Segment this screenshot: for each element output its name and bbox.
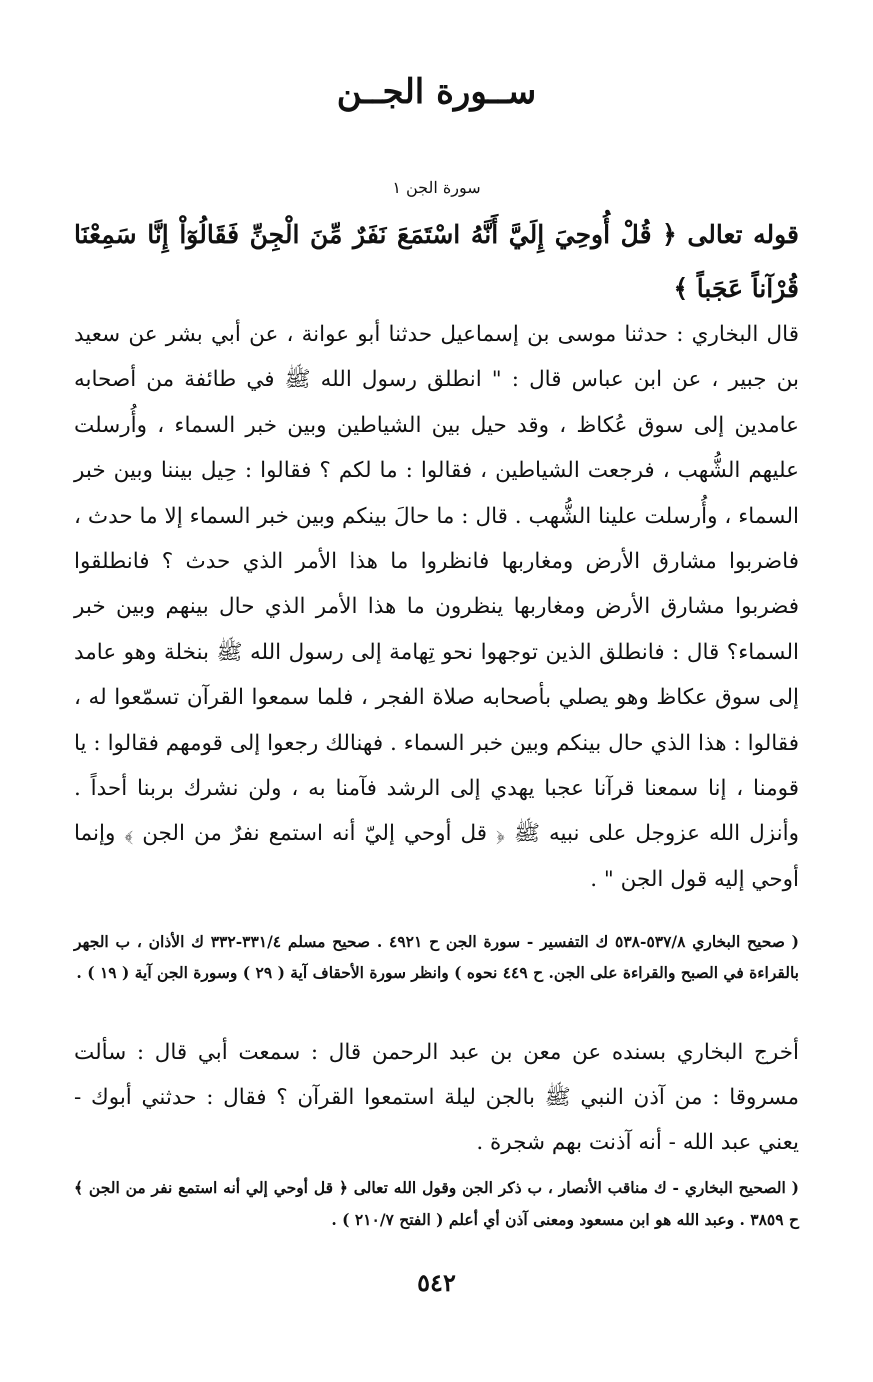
- hadith-paragraph-2: أخرج البخاري بسنده عن معن بن عبد الرحمن قال : سمعت أبي قال : سألت مسروقا : من آذن النبي ﷺ بالجن ليلة استمعوا القرآن ؟ فقال : حدثني أبوك - يعني عبد الله - أنه آذنت بهم شجرة .: [74, 1040, 799, 1155]
- hadith-paragraph-1: قال البخاري : حدثنا موسى بن إسماعيل حدثنا أبو عوانة ، عن أبي بشر عن سعيد بن جبير ، عن ابن عباس قال : " انطلق رسول الله ﷺ في طائفة من أصحابه عامدين إلى سوق عُكاظ ، وقد حيل بين الشياطين وبين خبر السماء ، وأُرسلت عليهم الشُّهب ، فرجعت الشياطين ، فقالوا : ما لكم ؟ فقالوا : حِيل بيننا وبين خبر السماء ، وأُرسلت علينا الشُّهب . قال : ما حالَ بينكم وبين خبر السماء إلا ما حدث ، فاضربوا مشارق الأرض ومغاربها فانظروا ما هذا الأمر الذي حدث ؟ فانطلقوا فضربوا مشارق الأرض ومغاربها ينظرون ما هذا الأمر الذي حال بينهم وبين خبر السماء؟ قال : فانطلق الذين توجهوا نحو تِهامة إلى رسول الله ﷺ بنخلة وهو عامد إلى سوق عكاظ وهو يصلي بأصحابه صلاة الفجر ، فلما سمعوا القرآن تسمّعوا له ، فقالوا : هذا الذي حال بينكم وبين خبر السماء . فهنالك رجعوا إلى قومهم فقالوا : يا قومنا ، إنا سمعنا قرآنا عجبا يهدي إلى الرشد فآمنا به ، ولن نشرك بربنا أحداً . وأنزل الله عزوجل على نبيه ﷺ ﴿ قل أوحي إليّ أنه استمع نفرٌ من الجن ﴾ وإنما أوحي إليه قول الجن " .: [74, 322, 799, 892]
- reference-label: سورة الجن ١: [392, 178, 481, 197]
- surah-title: ســورة الجــن: [336, 72, 537, 112]
- footnote-1: ( صحيح البخاري ٥٣٧/٨-٥٣٨ ك التفسير - سورة الجن ح ٤٩٢١ . صحيح مسلم ٣٣١/٤-٣٣٢ ك الأذان ، ب الجهر بالقراءة في الصبح والقراءة على الجن. ح ٤٤٩ نحوه ) وانظر سورة الأحقاف آية ( ٢٩ ) وسورة الجن آية ( ١٩ ) .: [74, 932, 799, 982]
- footnote-2: ( الصحيح البخاري - ك مناقب الأنصار ، ب ذكر الجن وقول الله تعالى ﴿ قل أوحي إلي أنه استمع نفر من الجن ﴾ ح ٣٨٥٩ . وعبد الله هو ابن مسعود ومعنى آذن أي أعلم ( الفتح ٢١٠/٧ ) .: [74, 1178, 799, 1229]
- verse-heading: قوله تعالى ﴿ قُلْ أُوحِيَ إِلَيَّ أَنَّهُ اسْتَمَعَ نَفَرٌ مِّنَ الْجِنِّ فَقَالُوٓاْ إِنَّا سَمِعْنَا قُرْآناً عَجَباً ﴾: [74, 220, 799, 303]
- page-number: ٥٤٢: [417, 1268, 456, 1297]
